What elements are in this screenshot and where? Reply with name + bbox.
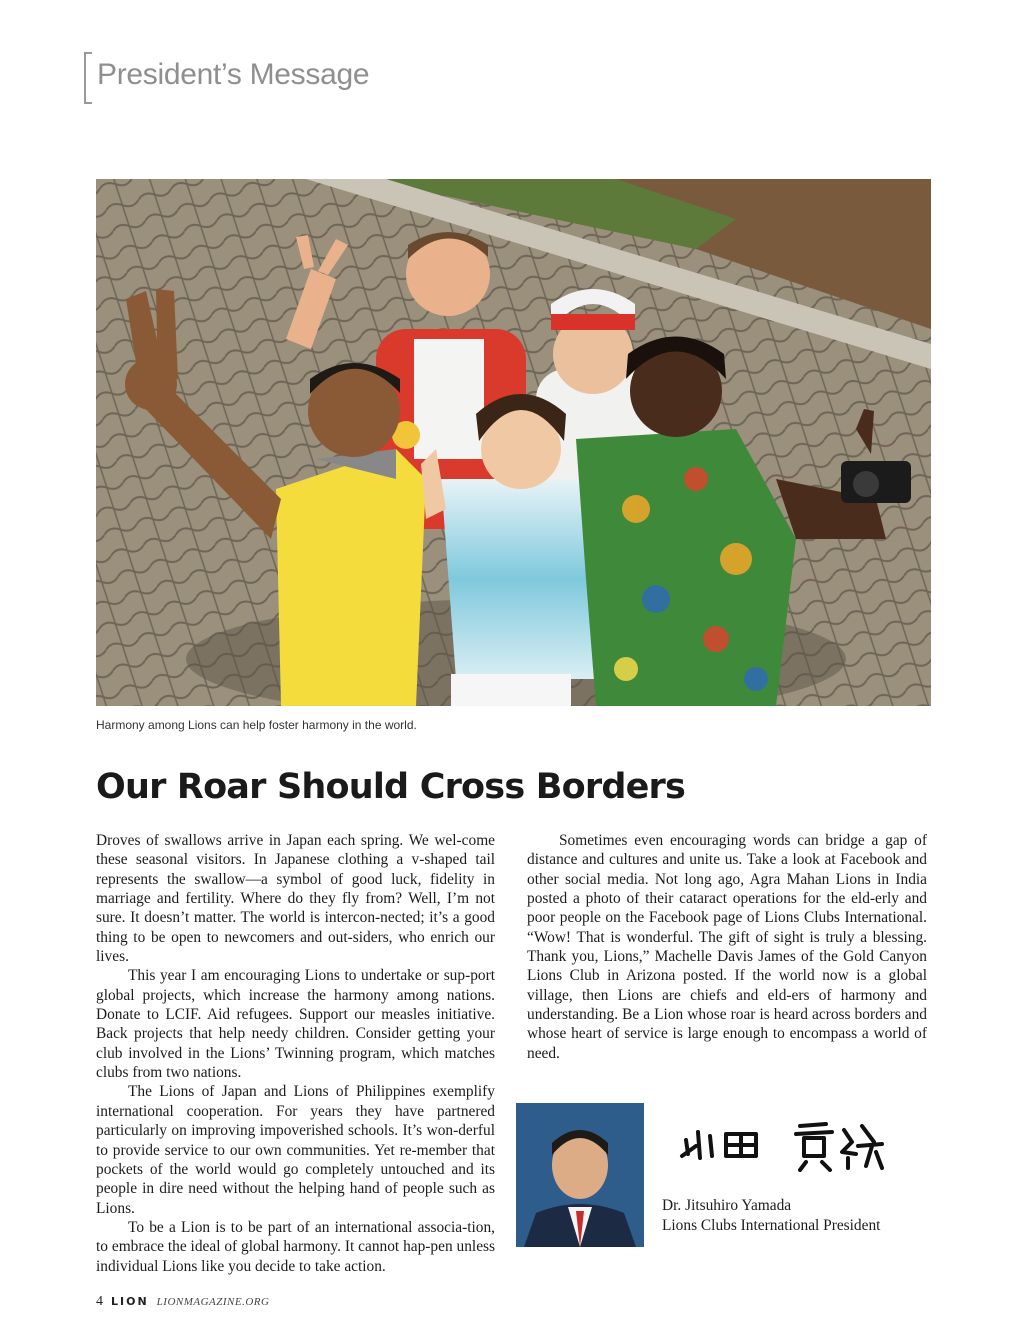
- article-column-right: [527, 831, 927, 1063]
- section-bracket: [84, 52, 92, 104]
- signoff-block: [662, 1196, 880, 1236]
- group-photo: [96, 179, 931, 706]
- photo-caption: Harmony among Lions can help foster harmony in the world.: [96, 718, 417, 732]
- article-column-left: [96, 831, 495, 1276]
- section-title: President’s Message: [97, 58, 370, 91]
- body-paragraph: To be a Lion is to be part of an international associa-tion, to embrace the ideal of global harmony. It cannot hap-pen unless individual Lions like you decide to take action.: [96, 1218, 495, 1275]
- page-footer: [96, 1294, 269, 1310]
- president-portrait: [516, 1103, 644, 1247]
- article-headline: Our Roar Should Cross Borders: [96, 767, 686, 807]
- magazine-url: LIONMAGAZINE.ORG: [156, 1296, 270, 1308]
- body-paragraph: Sometimes even encouraging words can bridge a gap of distance and cultures and unite us. Take a look at Facebook and other social media. Not long ago, Agra Mahan Lions in India posted a photo of their cataract operations for the eld-erly and poor people on the Facebook page of Lions Clubs International. “Wow! That is wonderful. The gift of sight is truly a blessing. Thank you, Lions,” Machelle Davis James of the Gold Canyon Lions Club in Arizona posted. If the world now is a global village, then Lions are chiefs and eld-ers of harmony and understanding. Be a Lion whose roar is heard across borders and whose heart of service is large enough to encompass a world of need.: [527, 832, 927, 1062]
- body-paragraph: Droves of swallows arrive in Japan each spring. We wel-come these seasonal visitors. In Japanese clothing a v-shaped tail represents the swallow—a symbol of good luck, fidelity in marriage and fertility. Where do they fly from? Well, I’m not sure. It doesn’t matter. The world is intercon-nected; it’s a good thing to be open to newcomers and out-siders, who enrich our lives.: [96, 832, 495, 966]
- president-role: Lions Clubs International President: [662, 1217, 881, 1234]
- body-paragraph: The Lions of Japan and Lions of Philippines exemplify international cooperation. For years they have partnered particularly on improving impoverished schools. It’s won-derful to provide service to our own communities. Yet re-member that pockets of the world would go completely untouched and its people in dire need without the helping hand of people such as Lions.: [96, 1083, 495, 1217]
- signature-graphic: [676, 1112, 886, 1172]
- body-paragraph: This year I am encouraging Lions to undertake or sup-port global projects, which increase the harmony among nations. Donate to LCIF. Aid refugees. Support our measles initiative. Back projects that help needy children. Consider getting your club involved in the Lions’ Twinning program, which matches clubs from two nations.: [96, 967, 495, 1082]
- page-number: 4: [96, 1294, 103, 1309]
- president-name: Dr. Jitsuhiro Yamada: [662, 1197, 792, 1214]
- magazine-name: LION: [111, 1295, 149, 1308]
